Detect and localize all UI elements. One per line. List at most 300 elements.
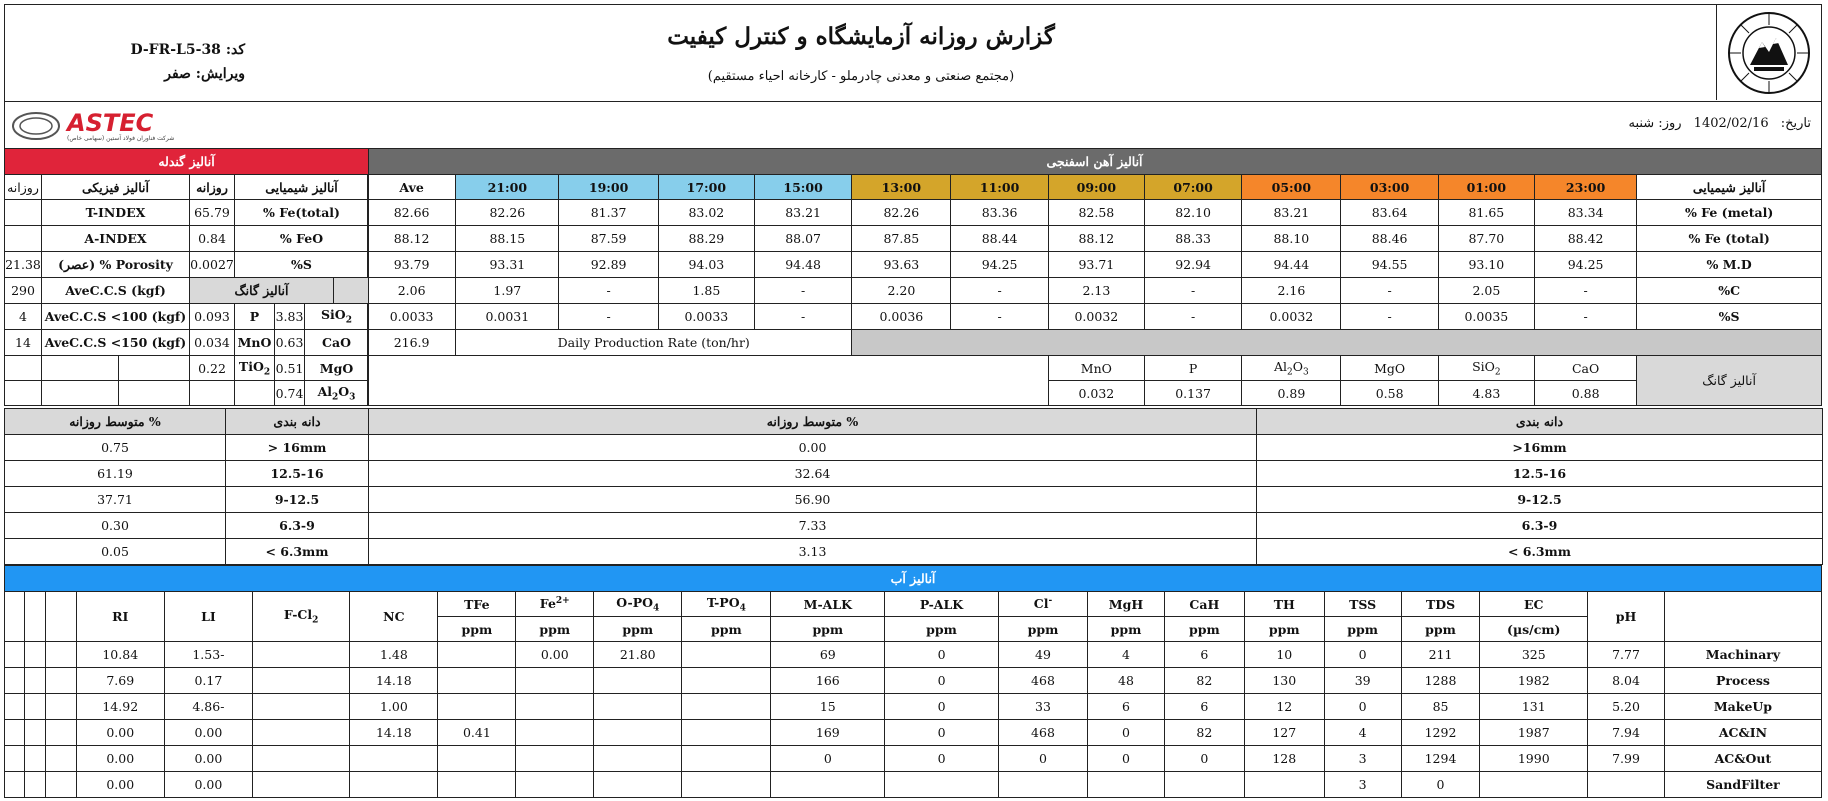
- pellet-avg-header: % متوسط روزانه: [5, 409, 226, 435]
- table-row: [5, 200, 369, 226]
- hour-value: 0.0035: [1438, 304, 1534, 330]
- phys-label: A-INDEX: [42, 226, 190, 252]
- water-header: pH: [1588, 592, 1665, 642]
- table-row: [5, 461, 1823, 487]
- phys-daily-header: روزانه: [5, 175, 42, 200]
- water-value: 0: [1401, 772, 1480, 798]
- water-unit: ppm: [1401, 617, 1480, 642]
- table-row: [5, 592, 1822, 617]
- water-unit: ppm: [1164, 617, 1244, 642]
- water-value: [516, 772, 594, 798]
- sponge-row-label: % Fe (total): [1637, 226, 1822, 252]
- hour-value: 93.10: [1438, 252, 1534, 278]
- water-value: [1088, 772, 1165, 798]
- water-value: 48: [1088, 668, 1165, 694]
- gang-label: [235, 381, 275, 406]
- blank-col: [25, 720, 45, 746]
- water-value: 7.77: [1588, 642, 1665, 668]
- ave-value: 88.12: [368, 226, 456, 252]
- water-header: Cl-: [998, 592, 1087, 617]
- hour-value: 2.20: [852, 278, 951, 304]
- chem-daily-header: روزانه: [190, 175, 235, 200]
- water-value: [516, 720, 594, 746]
- hour-value: 94.03: [658, 252, 754, 278]
- blank-col: [5, 772, 25, 798]
- gang-label: CaO: [305, 330, 369, 356]
- gang-label: MgO: [305, 356, 369, 381]
- table-row: [368, 252, 1822, 278]
- pellet-size-value: 37.71: [5, 487, 226, 513]
- water-value: 468: [998, 668, 1087, 694]
- water-value: 85: [1401, 694, 1480, 720]
- blank-col: [5, 642, 25, 668]
- hour-header: 21:00: [456, 175, 559, 200]
- water-header: NC: [350, 592, 438, 642]
- hour-value: 88.12: [1048, 226, 1144, 252]
- water-header: P-ALK: [885, 592, 999, 617]
- page-subtitle: (مجتمع صنعتی و معدنی چادرملو - کارخانه احیاء مستقیم): [707, 69, 1015, 84]
- blank-col: [5, 746, 25, 772]
- table-row: [5, 720, 1822, 746]
- hour-value: 81.65: [1438, 200, 1534, 226]
- water-value: 7.69: [76, 668, 164, 694]
- hour-value: 82.26: [456, 200, 559, 226]
- hour-header: 07:00: [1144, 175, 1241, 200]
- sponge-size-label: 12.5-16: [1257, 461, 1823, 487]
- gang-head: MnO: [1048, 356, 1144, 381]
- water-value: [438, 746, 516, 772]
- production-filler: [852, 330, 1822, 356]
- water-value: 0.00: [76, 720, 164, 746]
- gang-head: SiO$_2$: [1438, 356, 1534, 381]
- water-unit: ppm: [1088, 617, 1165, 642]
- sponge-size-value: 0.00: [369, 435, 1257, 461]
- gang-value: 0.58: [1341, 381, 1438, 406]
- water-header: TFe: [438, 592, 516, 617]
- water-value: 3: [1324, 746, 1401, 772]
- hour-value: 88.44: [951, 226, 1048, 252]
- gang-value: 4.83: [1438, 381, 1534, 406]
- water-value: [682, 772, 771, 798]
- water-value: 0.00: [164, 772, 252, 798]
- empty-cell: [5, 356, 42, 381]
- water-value: [516, 694, 594, 720]
- production-label: Daily Production Rate (ton/hr): [456, 330, 852, 356]
- water-value: 82: [1164, 720, 1244, 746]
- water-value: [1480, 772, 1588, 798]
- water-value: 69: [771, 642, 885, 668]
- pellet-size-label: 9-12.5: [226, 487, 369, 513]
- hour-header: 01:00: [1438, 175, 1534, 200]
- water-value: 1.00: [350, 694, 438, 720]
- hour-header: 13:00: [852, 175, 951, 200]
- water-analysis-table: [4, 565, 1822, 798]
- hour-value: 83.34: [1534, 200, 1636, 226]
- water-value: [350, 772, 438, 798]
- hour-value: 88.15: [456, 226, 559, 252]
- hour-value: -: [951, 278, 1048, 304]
- water-value: 1982: [1480, 668, 1588, 694]
- hour-value: 1.97: [456, 278, 559, 304]
- astec-logo: [11, 106, 174, 146]
- table-row: [368, 304, 1822, 330]
- water-value: 166: [771, 668, 885, 694]
- hour-value: 94.25: [951, 252, 1048, 278]
- hour-value: 83.64: [1341, 200, 1438, 226]
- hour-value: 94.55: [1341, 252, 1438, 278]
- water-value: 6: [1164, 642, 1244, 668]
- table-row: [5, 566, 1822, 592]
- water-row-label: AC&Out: [1664, 746, 1821, 772]
- sponge-row-label: %S: [1637, 304, 1822, 330]
- gang-value: 3.83: [275, 304, 305, 330]
- water-header: $T-PO_4$: [682, 592, 771, 617]
- blank-col: [45, 720, 76, 746]
- report-subheader: [4, 102, 1822, 148]
- water-value: [252, 720, 349, 746]
- code-label: کد:: [225, 42, 245, 58]
- sponge-size-value: 3.13: [369, 539, 1257, 565]
- pellet-gang-label-filler: [334, 278, 369, 304]
- water-header: $O-PO_4$: [594, 592, 682, 617]
- chem-label: %S: [235, 252, 369, 278]
- water-header: TSS: [1324, 592, 1401, 617]
- hour-header: 19:00: [559, 175, 658, 200]
- water-value: 0: [885, 746, 999, 772]
- sponge-size-label: 6.3-9: [1257, 513, 1823, 539]
- water-header: LI: [164, 592, 252, 642]
- table-row: [5, 381, 369, 406]
- sponge-size-value: 56.90: [369, 487, 1257, 513]
- water-header: M-ALK: [771, 592, 885, 617]
- hour-header: 09:00: [1048, 175, 1144, 200]
- pellet-size-header: دانه بندی: [226, 409, 369, 435]
- water-value: 1987: [1480, 720, 1588, 746]
- hour-value: -: [1341, 278, 1438, 304]
- water-value: [252, 668, 349, 694]
- pellet-table: [4, 148, 369, 406]
- table-row: [368, 226, 1822, 252]
- pellet-gang-label: آنالیز گانگ: [190, 278, 334, 304]
- blank-col: [25, 772, 45, 798]
- water-value: [252, 642, 349, 668]
- ave-value: 0.0033: [368, 304, 456, 330]
- water-value: [682, 668, 771, 694]
- date-line: [1620, 116, 1811, 131]
- table-row: [5, 539, 1823, 565]
- water-value: 169: [771, 720, 885, 746]
- hour-value: 0.0032: [1048, 304, 1144, 330]
- water-value: 0.41: [438, 720, 516, 746]
- hour-value: 0.0031: [456, 304, 559, 330]
- water-row-label: AC&IN: [1664, 720, 1821, 746]
- water-value: 6: [1164, 694, 1244, 720]
- table-row: [5, 435, 1823, 461]
- hour-value: 83.21: [1242, 200, 1341, 226]
- water-value: [252, 694, 349, 720]
- gang-value: 0.093: [190, 304, 235, 330]
- hour-value: 94.48: [754, 252, 851, 278]
- water-header: RI: [76, 592, 164, 642]
- water-value: 1990: [1480, 746, 1588, 772]
- page-title: گزارش روزانه آزمایشگاه و کنترل کیفیت: [667, 23, 1055, 50]
- table-row: [5, 252, 369, 278]
- blank-col: [25, 668, 45, 694]
- sponge-size-value: 7.33: [369, 513, 1257, 539]
- chem-label: % Fe(total): [235, 200, 369, 226]
- water-value: 4: [1088, 642, 1165, 668]
- water-row-label: Machinary: [1664, 642, 1821, 668]
- water-value: [350, 746, 438, 772]
- phys-value: [5, 200, 42, 226]
- gang-value: 0.63: [275, 330, 305, 356]
- water-value: [594, 772, 682, 798]
- ave-value: 2.06: [368, 278, 456, 304]
- chem-label: % FeO: [235, 226, 369, 252]
- water-value: 1294: [1401, 746, 1480, 772]
- table-row: [368, 149, 1822, 175]
- table-row: [368, 330, 1822, 356]
- sponge-row-label: % M.D: [1637, 252, 1822, 278]
- water-value: 0.00: [164, 720, 252, 746]
- water-value: [1244, 772, 1324, 798]
- water-row-label: MakeUp: [1664, 694, 1821, 720]
- water-value: 10.84: [76, 642, 164, 668]
- hour-value: 88.10: [1242, 226, 1341, 252]
- table-row: [368, 356, 1822, 381]
- water-value: 14.92: [76, 694, 164, 720]
- water-unit: ppm: [885, 617, 999, 642]
- ave-value: 93.79: [368, 252, 456, 278]
- hour-value: 93.71: [1048, 252, 1144, 278]
- water-header: CaH: [1164, 592, 1244, 617]
- sizing-table: [4, 408, 1823, 565]
- water-value: 325: [1480, 642, 1588, 668]
- gang-head: CaO: [1534, 356, 1636, 381]
- hour-value: 88.46: [1341, 226, 1438, 252]
- hour-value: 92.94: [1144, 252, 1241, 278]
- table-row: [5, 772, 1822, 798]
- water-value: 39: [1324, 668, 1401, 694]
- water-value: [682, 694, 771, 720]
- water-value: 0: [1324, 694, 1401, 720]
- water-value: 127: [1244, 720, 1324, 746]
- water-header: EC: [1480, 592, 1588, 617]
- pellet-size-value: 0.75: [5, 435, 226, 461]
- water-value: [1588, 772, 1665, 798]
- water-value: [594, 720, 682, 746]
- pellet-size-label: > 16mm: [226, 435, 369, 461]
- hour-value: 82.58: [1048, 200, 1144, 226]
- water-unit: ppm: [516, 617, 594, 642]
- table-row: [5, 746, 1822, 772]
- empty-cell: [5, 381, 42, 406]
- empty-cell: [42, 381, 119, 406]
- gang-label: SiO$_2$: [305, 304, 369, 330]
- hour-value: 93.31: [456, 252, 559, 278]
- gang-value: 0.74: [275, 381, 305, 406]
- hour-value: 87.59: [559, 226, 658, 252]
- pellet-size-label: < 6.3mm: [226, 539, 369, 565]
- water-value: [252, 772, 349, 798]
- empty-cell: [42, 356, 119, 381]
- hour-value: -: [559, 304, 658, 330]
- water-value: [1164, 772, 1244, 798]
- sponge-size-label: 9-12.5: [1257, 487, 1823, 513]
- hour-value: 83.21: [754, 200, 851, 226]
- water-value: [682, 746, 771, 772]
- table-row: [5, 304, 369, 330]
- blank-col: [45, 772, 76, 798]
- sponge-size-label: >16mm: [1257, 435, 1823, 461]
- water-value: [438, 668, 516, 694]
- water-label-header-blank: [1664, 592, 1821, 642]
- water-value: 14.18: [350, 720, 438, 746]
- phys-analysis-header: آنالیز فیزیکی: [42, 175, 190, 200]
- chem-value: 0.0027: [190, 252, 235, 278]
- blank-col: [5, 694, 25, 720]
- chadormalu-seal-icon: [1726, 10, 1812, 96]
- water-value: [594, 668, 682, 694]
- water-value: 4.86-: [164, 694, 252, 720]
- water-unit: ppm: [1244, 617, 1324, 642]
- water-value: 0: [1088, 746, 1165, 772]
- phys-label: AveC.C.S <150 (kgf): [42, 330, 190, 356]
- sponge-avg-header: % متوسط روزانه: [369, 409, 1257, 435]
- blank-col: [25, 592, 45, 642]
- water-value: [998, 772, 1087, 798]
- water-value: 1288: [1401, 668, 1480, 694]
- phys-value: 14: [5, 330, 42, 356]
- gang-head: MgO: [1341, 356, 1438, 381]
- sponge-iron-table: [367, 148, 1822, 406]
- water-value: 0: [1164, 746, 1244, 772]
- pellet-size-value: 61.19: [5, 461, 226, 487]
- pellet-chem-header: آنالیز شیمیایی: [235, 175, 369, 200]
- phys-value: 21.38: [5, 252, 42, 278]
- water-value: 1292: [1401, 720, 1480, 746]
- hour-value: 0.0033: [658, 304, 754, 330]
- hour-value: 2.13: [1048, 278, 1144, 304]
- hour-value: 82.26: [852, 200, 951, 226]
- revision-text: ویرایش: صفر: [164, 66, 245, 82]
- gang-value: [190, 381, 235, 406]
- gang-head: $Al_2O_3$: [1242, 356, 1341, 381]
- hour-value: -: [1341, 304, 1438, 330]
- hour-value: -: [754, 304, 851, 330]
- hour-value: 94.44: [1242, 252, 1341, 278]
- water-value: [771, 772, 885, 798]
- water-value: 0: [998, 746, 1087, 772]
- blank-col: [45, 642, 76, 668]
- company-logo: [1716, 5, 1821, 100]
- blank-col: [45, 746, 76, 772]
- water-value: 0: [1324, 642, 1401, 668]
- gang-value: 0.89: [1242, 381, 1341, 406]
- water-value: 0.17: [164, 668, 252, 694]
- hour-header: 17:00: [658, 175, 754, 200]
- hour-header: 23:00: [1534, 175, 1636, 200]
- water-value: 128: [1244, 746, 1324, 772]
- water-value: 1.48: [350, 642, 438, 668]
- water-value: 0.00: [76, 746, 164, 772]
- hour-value: 81.37: [559, 200, 658, 226]
- blank-col: [25, 746, 45, 772]
- gang-value: 0.137: [1144, 381, 1241, 406]
- blank-col: [5, 720, 25, 746]
- sponge-size-header: دانه بندی: [1257, 409, 1823, 435]
- hour-value: 94.25: [1534, 252, 1636, 278]
- gang-value: 0.034: [190, 330, 235, 356]
- hour-value: 1.85: [658, 278, 754, 304]
- gang-label: P: [235, 304, 275, 330]
- water-value: 0: [885, 694, 999, 720]
- water-value: 4: [1324, 720, 1401, 746]
- water-header: $F-Cl_2$: [252, 592, 349, 642]
- water-value: 0: [885, 720, 999, 746]
- hour-value: 88.33: [1144, 226, 1241, 252]
- sponge-section-title: آنالیز آهن اسفنجی: [368, 149, 1822, 175]
- table-row: [5, 226, 369, 252]
- ave-value: 82.66: [368, 200, 456, 226]
- water-value: 7.94: [1588, 720, 1665, 746]
- hour-value: 88.07: [754, 226, 851, 252]
- report-header: [4, 4, 1822, 102]
- water-value: 49: [998, 642, 1087, 668]
- water-value: 82: [1164, 668, 1244, 694]
- hour-value: 0.0036: [852, 304, 951, 330]
- phys-value: [5, 226, 42, 252]
- hour-value: -: [1534, 278, 1636, 304]
- blank-col: [45, 668, 76, 694]
- water-value: 6: [1088, 694, 1165, 720]
- hour-header: 05:00: [1242, 175, 1341, 200]
- gang-label: TiO$_2$: [235, 356, 275, 381]
- gang-value: 0.22: [190, 356, 235, 381]
- sponge-row-label: %C: [1637, 278, 1822, 304]
- water-value: 0: [885, 642, 999, 668]
- hour-value: 87.70: [1438, 226, 1534, 252]
- water-value: 211: [1401, 642, 1480, 668]
- pellet-section-title: آنالیز گندله: [5, 149, 369, 175]
- hour-value: 2.16: [1242, 278, 1341, 304]
- water-value: 8.04: [1588, 668, 1665, 694]
- water-value: [682, 720, 771, 746]
- water-value: 468: [998, 720, 1087, 746]
- water-unit: ppm: [1324, 617, 1401, 642]
- production-value: 216.9: [368, 330, 456, 356]
- blank-col: [45, 592, 76, 642]
- water-value: 5.20: [1588, 694, 1665, 720]
- gang-blank: [368, 356, 1049, 406]
- hour-header: 03:00: [1341, 175, 1438, 200]
- water-unit: ppm: [771, 617, 885, 642]
- blank-col: [5, 668, 25, 694]
- water-unit: ppm: [438, 617, 516, 642]
- sponge-size-value: 32.64: [369, 461, 1257, 487]
- water-section-title: آنالیز آب: [5, 566, 1822, 592]
- water-value: 14.18: [350, 668, 438, 694]
- table-row: [5, 513, 1823, 539]
- hour-value: -: [754, 278, 851, 304]
- chem-value: 65.79: [190, 200, 235, 226]
- day-value: روز: شنبه: [1628, 116, 1682, 131]
- phys-value: 4: [5, 304, 42, 330]
- pellet-size-label: 12.5-16: [226, 461, 369, 487]
- table-row: [5, 668, 1822, 694]
- hour-header: 11:00: [951, 175, 1048, 200]
- gang-value: 0.88: [1534, 381, 1636, 406]
